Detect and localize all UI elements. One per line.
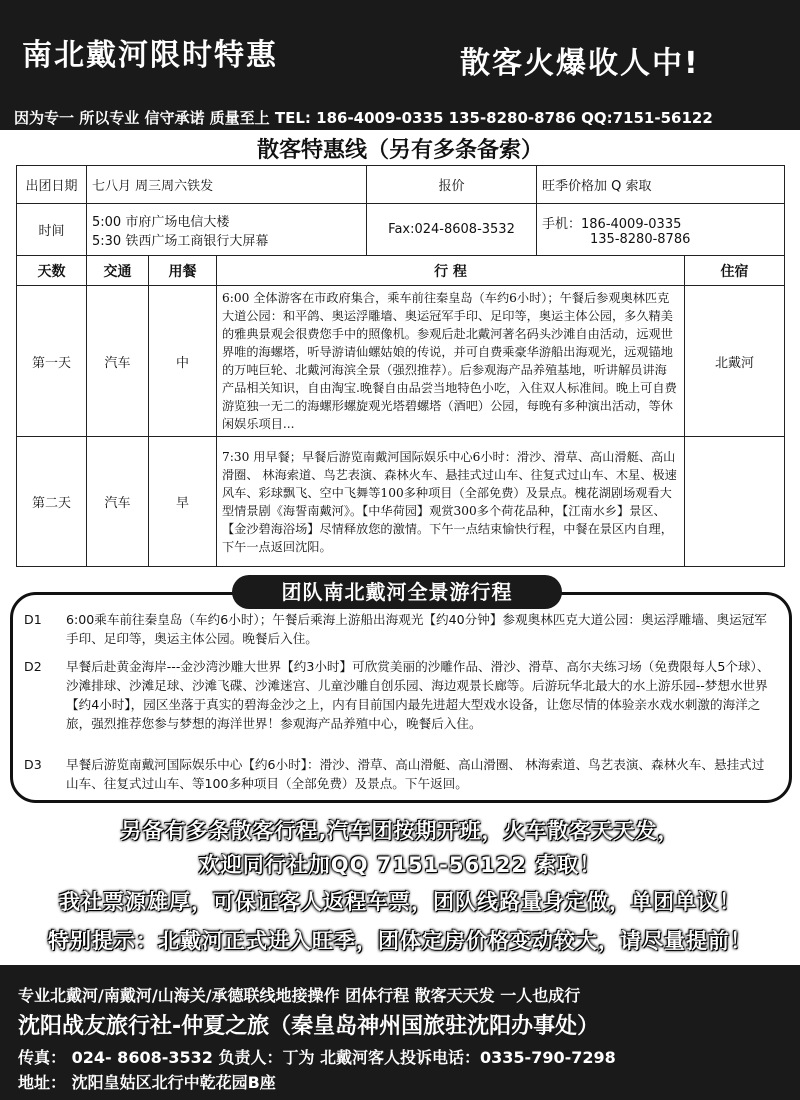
section-subtitle: 散客特惠线（另有多条备索） xyxy=(256,138,543,163)
lodging-cell: 北戴河 xyxy=(685,286,785,437)
meal-cell: 早 xyxy=(149,437,217,567)
price-label: 报价 xyxy=(367,166,537,204)
day-cell: 第二天 xyxy=(17,437,87,567)
fax-number: Fax:024-8608-3532 xyxy=(367,204,537,256)
date-value: 七八月 周三周六铁发 xyxy=(87,166,367,204)
team-day-label: D3 xyxy=(24,757,42,772)
col-transport: 交通 xyxy=(87,256,149,286)
lodging-cell xyxy=(685,437,785,567)
team-day-label: D2 xyxy=(24,659,42,674)
header-banner xyxy=(0,0,800,130)
footer-banner xyxy=(0,965,800,1100)
time-label: 时间 xyxy=(17,204,87,256)
date-label: 出团日期 xyxy=(17,166,87,204)
col-lodging: 住宿 xyxy=(685,256,785,286)
promo-line: 另备有多条散客行程,汽车团按期开班，火车散客天天发， xyxy=(120,819,680,843)
meal-cell: 中 xyxy=(149,286,217,437)
table-row xyxy=(17,166,785,204)
col-days: 天数 xyxy=(17,256,87,286)
footer-address: 地址： 沈阳皇姑区北行中乾花园B座 xyxy=(18,1073,276,1092)
footer-contact: 传真： 024- 8608-3532 负责人：丁为 北戴河客人投诉电话：0335-790-7298 xyxy=(18,1048,616,1067)
transport-cell: 汽车 xyxy=(87,437,149,567)
itinerary-cell: 6:00 全体游客在市政府集合，乘车前往秦皇岛（车约6小时）；午餐后参观奥林匹克大道公园：和平鸽、奥运浮雕墙、奥运冠军手印、足印等，奥运主体公园，多久精美的雅典景观会很费您手中的照像机。参观后赴北戴河著名码头沙滩自由活动，远观世界唯的海螺塔，听导游请仙螺姑娘的传说，并可自费乘豪华游船出海观光，远观锚地的万吨巨轮、北戴河海滨全景（强烈推荐）。后参观海产品养殖基地，听讲解员讲海产品相关知识，自由淘宝.晚餐自由品尝当地特色小吃，入住双人标准间。晚上可自费游览独一无二的海螺形螺旋观光塔碧螺塔（酒吧）公园，每晚有多种演出活动，等休闲娱乐项目... xyxy=(217,286,685,437)
team-day-text: 6:00乘车前往秦皇岛（车约6小时）；午餐后乘海上游船出海观光【约40分钟】参观奥林匹克大道公园：奥运浮雕墙、奥运冠军手印、足印等，奥运主体公园。晚餐后入住。 xyxy=(66,612,767,646)
time-value xyxy=(87,204,367,256)
itinerary-cell: 7:30 用早餐；早餐后游览南戴河国际娱乐中心6小时：滑沙、滑草、高山滑艇、高山滑圈、 林海索道、鸟艺表演、森林火车、悬挂式过山车、往复式过山车、木星、极速风车、彩球飘飞、空中飞舞等100多种项目（全部免费）及景点。槐花湖剧场观看大型情景剧《海誓南戴河》。【中华荷园】观赏300多个荷花品种，【江南水乡】景区、【金沙碧海浴场】尽情释放您的激情。下午一点结束愉快行程，中餐在景区内自理，下午一点返回沈阳。 xyxy=(217,437,685,567)
footer-services: 专业北戴河/南戴河/山海关/承德联线地接操作 团体行程 散客天天发 一人也成行 xyxy=(18,986,581,1005)
phone-numbers xyxy=(537,204,785,256)
team-day-item xyxy=(24,755,774,793)
header-right-title: 散客火爆收人中! xyxy=(460,46,700,81)
footer-agency-name: 沈阳战友旅行社-仲夏之旅（秦皇岛神州国旅驻沈阳办事处） xyxy=(18,1014,600,1039)
promo-line: 我社票源雄厚，可保证客人返程车票，团队线路量身定做，单团单议！ xyxy=(59,890,741,914)
table-row xyxy=(17,204,785,256)
time-line-2: 5:30 铁西广场工商银行大屏幕 xyxy=(92,233,269,249)
transport-cell: 汽车 xyxy=(87,286,149,437)
table-header-row xyxy=(17,256,785,286)
promo-line: 欢迎同行社加QQ 7151-56122 索取！ xyxy=(198,853,602,877)
team-day-text: 早餐后游览南戴河国际娱乐中心【约6小时】：滑沙、滑草、高山滑艇、高山滑圈、 林海索道、鸟艺表演、森林火车、悬挂式过山车、往复式过山车、等100多种项目（全部免费）及景点。下午返回。 xyxy=(66,757,765,791)
team-day-item xyxy=(24,610,774,648)
price-value: 旺季价格加 Q 索取 xyxy=(537,166,785,204)
team-day-item xyxy=(24,657,774,733)
team-day-label: D1 xyxy=(24,612,42,627)
phone-line-2: 135-8280-8786 xyxy=(590,231,691,247)
col-itinerary: 行 程 xyxy=(217,256,685,286)
promo-line: 特别提示：北戴河正式进入旺季，团体定房价格变动较大，请尽量提前！ xyxy=(48,929,752,953)
table-row xyxy=(17,286,785,437)
header-tagline: 因为专一 所以专业 信守承诺 质量至上 TEL: 186-4009-0335 135-8280-8786 QQ:7151-56122 xyxy=(14,109,713,127)
team-itinerary-title: 团队南北戴河全景游行程 xyxy=(232,575,562,609)
day-cell: 第一天 xyxy=(17,286,87,437)
phone-line-1: 手机：186-4009-0335 xyxy=(542,216,682,232)
col-meals: 用餐 xyxy=(149,256,217,286)
team-day-text: 早餐后赴黄金海岸---金沙湾沙雕大世界【约3小时】可欣赏美丽的沙雕作品、滑沙、滑草、高尔夫练习场（免费限每人5个球）、沙滩排球、沙滩足球、沙滩飞碟、沙滩迷宫、儿童沙雕自创乐园、海边观景长廊等。后游玩华北最大的水上游乐园--梦想水世界【约4小时】，园区坐落于真实的碧海金沙之上，内有目前国内最先进超大型戏水设备，让您尽情的体验亲水戏水刺激的海洋之旅，强烈推荐您参与梦想的海洋世界！参观海产品养殖中心，晚餐后入住。 xyxy=(66,659,770,731)
header-left-title: 南北戴河限时特惠 xyxy=(22,38,278,73)
time-line-1: 5:00 市府广场电信大楼 xyxy=(92,214,230,230)
itinerary-table xyxy=(16,165,785,567)
table-row xyxy=(17,437,785,567)
